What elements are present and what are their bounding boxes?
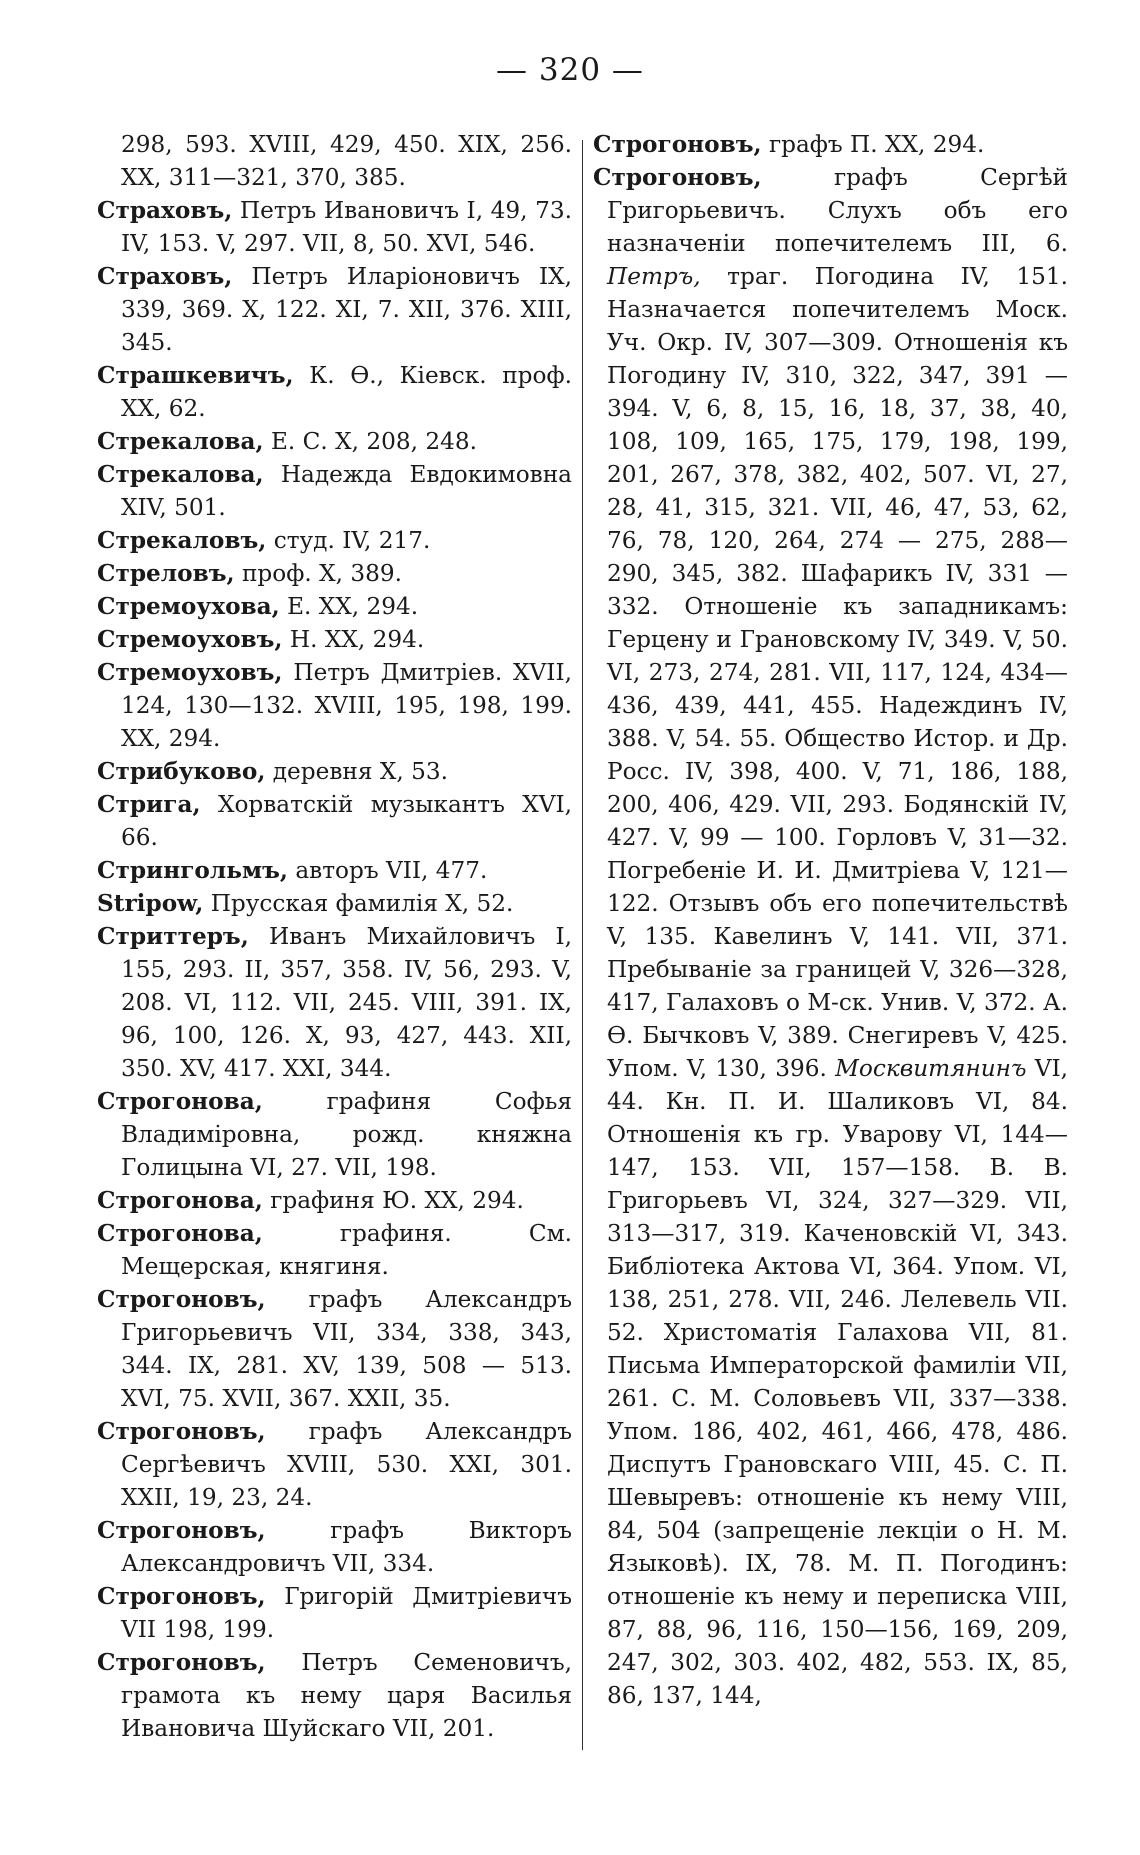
entry-text: графиня. См. Мещерская, княгиня. xyxy=(121,1220,572,1280)
entry-label: Страховъ, xyxy=(97,197,233,224)
entry-label: Строгонова, xyxy=(97,1187,263,1214)
index-entry xyxy=(97,656,572,755)
index-entry xyxy=(97,1580,572,1646)
entry-text: Петръ Дмитріев. XVII, 124, 130—132. XVIII, 195, 198, 199. XX, 294. xyxy=(121,659,572,752)
entry-label: Строгоновъ, xyxy=(97,1286,266,1313)
index-entry xyxy=(97,1217,572,1283)
entry-label: Стремоухова, xyxy=(97,593,280,620)
entry-text: графъ Сергѣй Григорьевичъ. Слухъ объ его назначеніи попечителемъ III, 6. xyxy=(607,164,1069,257)
index-entry xyxy=(97,458,572,524)
entry-text: графиня Софья Владиміровна, рожд. княжна Голицына VI, 27. VII, 198. xyxy=(121,1088,572,1181)
index-entry xyxy=(97,1085,572,1184)
index-entry-continuation xyxy=(97,128,572,194)
index-entry xyxy=(97,887,572,920)
index-entry xyxy=(97,1646,572,1745)
entry-italic-title: Москвитянинъ xyxy=(835,1055,1027,1082)
entry-text: 298, 593. XVIII, 429, 450. XIX, 256. XX, 311—321, 370, 385. xyxy=(121,131,572,191)
entry-label: Стрибуково, xyxy=(97,758,266,785)
index-entry xyxy=(97,623,572,656)
index-column-right xyxy=(593,128,1068,1712)
entry-label: Строгоновъ, xyxy=(593,131,762,158)
entry-label: Стрингольмъ, xyxy=(97,857,288,884)
entry-label: Stripow, xyxy=(97,890,204,917)
entry-text: Петръ Иларіоновичъ IX, 339, 369. X, 122. XI, 7. XII, 376. XIII, 345. xyxy=(121,263,572,356)
entry-text: К. Ѳ., Кіевск. проф. XX, 62. xyxy=(121,362,572,422)
entry-label: Стрекалова, xyxy=(97,428,264,455)
index-entry xyxy=(97,854,572,887)
entry-label: Страшкевичъ, xyxy=(97,362,294,389)
entry-text: Е. XX, 294. xyxy=(287,593,419,620)
index-entry xyxy=(97,524,572,557)
entry-text: графъ Викторъ Александровичъ VII, 334. xyxy=(121,1517,572,1577)
entry-text: Е. С. X, 208, 248. xyxy=(270,428,477,455)
index-entry xyxy=(97,557,572,590)
index-entry xyxy=(97,1184,572,1217)
column-divider xyxy=(582,140,583,1750)
entry-text: Хорватскій музыкантъ XVI, 66. xyxy=(121,791,572,851)
index-entry xyxy=(97,1514,572,1580)
entry-text: авторъ VII, 477. xyxy=(295,857,488,884)
entry-label: Стремоуховъ, xyxy=(97,626,283,653)
entry-label: Стрекаловъ, xyxy=(97,527,267,554)
entry-text: Иванъ Михайловичъ I, 155, 293. II, 357, 358. IV, 56, 293. V, 208. VI, 112. VII, 245. VIII, 391. IX, 96, 100, 126. X, 93, 427, 443. XII, 350. XV, 417. XXI, 344. xyxy=(121,923,573,1082)
entry-text: Н. XX, 294. xyxy=(289,626,425,653)
entry-label: Стремоуховъ, xyxy=(97,659,283,686)
index-entry xyxy=(97,1283,572,1415)
entry-label: Страховъ, xyxy=(97,263,233,290)
index-entry xyxy=(97,920,572,1085)
entry-text: графъ П. XX, 294. xyxy=(768,131,985,158)
index-entry xyxy=(97,1415,572,1514)
index-entry xyxy=(97,755,572,788)
index-entry xyxy=(593,161,1068,1712)
index-entry xyxy=(593,128,1068,161)
entry-label: Строгоновъ, xyxy=(593,164,762,191)
entry-text: Прусская фамилія X, 52. xyxy=(210,890,514,917)
entry-text: студ. IV, 217. xyxy=(273,527,431,554)
entry-text: VI, 44. Кн. П. И. Шаликовъ VI, 84. Отношенія къ гр. Уварову VI, 144—147, 153. VII, 157—158. В. В. Григорьевъ VI, 324, 327—329. VII, 313—317, 319. Каченовскій VI, 343. Библіотека Актова VI, 364. Упом. VI, 138, 251, 278. VII, 246. Лелевель VII. 52. Христоматія Галахова VII, 81. Письма Императорской фамиліи VII, 261. С. М. Соловьевъ VII, 337—338. Упом. 186, 402, 461, 466, 478, 486. Диспутъ Грановскаго VIII, 45. С. П. Шевыревъ: отношеніе къ нему VIII, 84, 504 (запрещеніе лекціи о Н. М. Языковѣ). IX, 78. М. П. Погодинъ: отношеніе къ нему и переписка VIII, 87, 88, 96, 116, 150—156, 169, 209, 247, 302, 303. 402, 482, 553. IX, 85, 86, 137, 144, xyxy=(607,1055,1068,1709)
entry-italic-title: Петръ, xyxy=(607,263,701,290)
entry-label: Строгонова, xyxy=(97,1088,263,1115)
entry-text: Петръ Семеновичъ, грамота къ нему царя Василья Ивановича Шуйскаго VII, 201. xyxy=(121,1649,572,1742)
entry-text: проф. X, 389. xyxy=(241,560,402,587)
index-entry xyxy=(97,194,572,260)
entry-label: Строгонова, xyxy=(97,1220,263,1247)
index-entry xyxy=(97,359,572,425)
entry-text: Григорій Дмитріевичъ VII 198, 199. xyxy=(121,1583,572,1643)
entry-text: деревня X, 53. xyxy=(272,758,448,785)
entry-label: Стреловъ, xyxy=(97,560,235,587)
entry-text: графиня Ю. XX, 294. xyxy=(270,1187,524,1214)
page-number: — 320 — xyxy=(496,52,644,88)
index-entry xyxy=(97,425,572,458)
entry-label: Строгоновъ, xyxy=(97,1649,266,1676)
entry-label: Строгоновъ, xyxy=(97,1517,266,1544)
entry-label: Строгоновъ, xyxy=(97,1418,266,1445)
entry-text: графъ Александръ Сергѣевичъ XVIII, 530. XXI, 301. XXII, 19, 23, 24. xyxy=(121,1418,573,1511)
index-entry xyxy=(97,260,572,359)
entry-label: Строгоновъ, xyxy=(97,1583,266,1610)
index-entry xyxy=(97,788,572,854)
entry-label: Стрига, xyxy=(97,791,201,818)
entry-label: Стрекалова, xyxy=(97,461,264,488)
entry-text: Петръ Ивановичъ I, 49, 73. IV, 153. V, 297. VII, 8, 50. XVI, 546. xyxy=(121,197,572,257)
entry-text: графъ Александръ Григорьевичъ VII, 334, 338, 343, 344. IX, 281. XV, 139, 508 — 513. XVI, 75. XVII, 367. XXII, 35. xyxy=(121,1286,573,1412)
index-column-left xyxy=(97,128,572,1745)
entry-text: траг. Погодина IV, 151. Назначается попечителемъ Моск. Уч. Окр. IV, 307—309. Отношенія къ Погодину IV, 310, 322, 347, 391 — 394. V, 6, 8, 15, 16, 18, 37, 38, 40, 108, 109, 165, 175, 179, 198, 199, 201, 267, 378, 382, 402, 507. VI, 27, 28, 41, 315, 321. VII, 46, 47, 53, 62, 76, 78, 120, 264, 274 — 275, 288—290, 345, 382. Шафарикъ IV, 331 — 332. Отношеніе къ западникамъ: Герцену и Грановскому IV, 349. V, 50. VI, 273, 274, 281. VII, 117, 124, 434—436, 439, 441, 455. Надеждинъ IV, 388. V, 54. 55. Общество Истор. и Др. Росс. IV, 398, 400. V, 71, 186, 188, 200, 406, 429. VII, 293. Бодянскій IV, 427. V, 99 — 100. Горловъ V, 31—32. Погребеніе И. И. Дмитріева V, 121—122. Отзывъ объ его попечительствѣ V, 135. Кавелинъ V, 141. VII, 371. Пребываніе за границей V, 326—328, 417, Галаховъ о М-ск. Унив. V, 372. А. Ѳ. Бычковъ V, 389. Снегиревъ V, 425. Упом. V, 130, 396. xyxy=(607,263,1068,1082)
entry-label: Стриттеръ, xyxy=(97,923,249,950)
index-entry xyxy=(97,590,572,623)
entry-text: Надежда Евдокимовна XIV, 501. xyxy=(121,461,572,521)
